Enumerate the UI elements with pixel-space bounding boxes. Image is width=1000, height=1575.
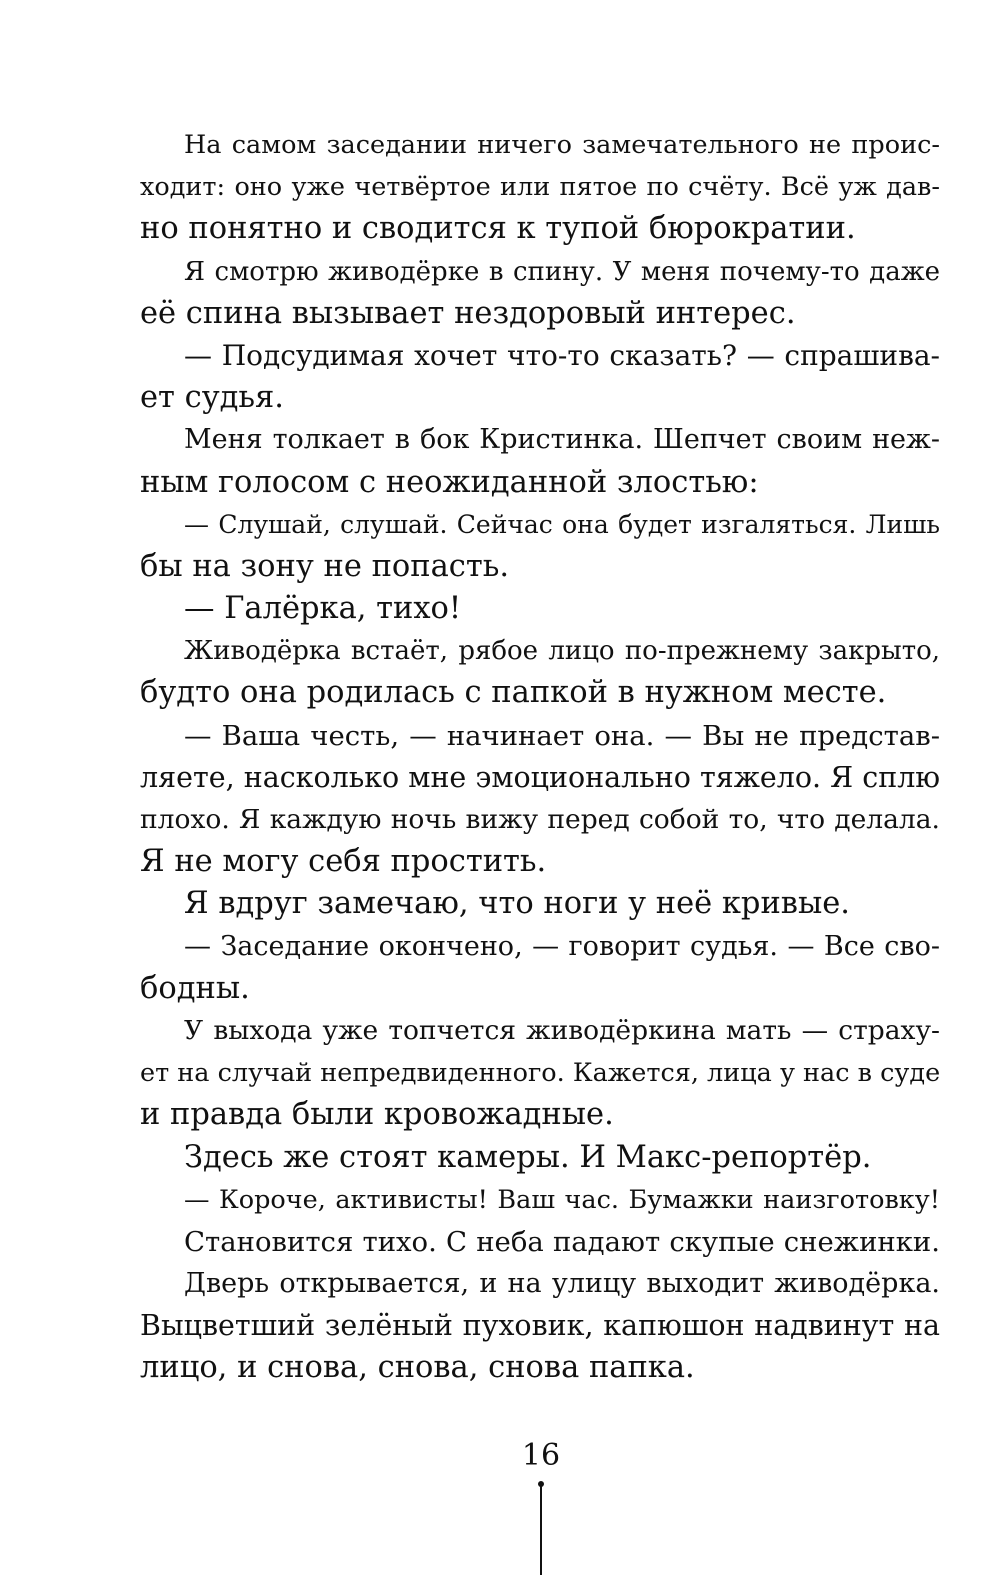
text-line: Выцветший зелёный пуховик, капюшон надвинут на	[140, 1309, 940, 1343]
text-line: Здесь же стоят камеры. И Макс-репортёр.	[184, 1139, 872, 1175]
text-line: ным голосом с неожиданной злостью:	[140, 464, 759, 500]
text-line: ет на случай непредвиденного. Кажется, лица у нас в суде	[140, 1058, 941, 1089]
text-line: — Короче, активисты! Ваш час. Бумажки наизготовку!	[184, 1184, 940, 1215]
text-line: Становится тихо. С неба падают скупые снежинки.	[184, 1225, 940, 1258]
text-line: будто она родилась с папкой в нужном месте.	[140, 675, 887, 711]
text-line: лицо, и снова, снова, снова папка.	[140, 1350, 695, 1386]
text-line: Меня толкает в бок Кристинка. Шепчет своим неж-	[184, 424, 940, 456]
text-line: На самом заседании ничего замечательного не проис-	[184, 130, 940, 160]
text-line: бы на зону не попасть.	[140, 548, 510, 584]
footer-rule	[540, 1484, 542, 1575]
page-number: 16	[521, 1438, 561, 1473]
text-line: — Галёрка, тихо!	[184, 591, 462, 627]
text-line: Я смотрю живодёрке в спину. У меня почему-то даже	[184, 256, 940, 287]
text-line: плохо. Я каждую ночь вижу перед собой то, что делала.	[140, 804, 940, 835]
text-line: ет судья.	[140, 380, 284, 416]
body-text	[140, 124, 940, 1390]
text-line: и правда были кровожадные.	[140, 1097, 614, 1133]
text-line: — Слушай, слушай. Сейчас она будет изгаляться. Лишь	[184, 509, 940, 539]
text-line: — Подсудимая хочет что-то сказать? — спрашива-	[184, 338, 940, 372]
text-line: но понятно и сводится к тупой бюрократии.	[140, 211, 856, 247]
text-line: Живодёрка встаёт, рябое лицо по-прежнему закрыто,	[184, 636, 940, 667]
text-line: — Заседание окончено, — говорит судья. — Все сво-	[184, 930, 940, 962]
text-line: её спина вызывает нездоровый интерес.	[140, 295, 796, 331]
text-line: ходит: оно уже четвёртое или пятое по счёту. Всё уж дав-	[140, 172, 940, 203]
text-line: Дверь открывается, и на улицу выходит живодёрка.	[184, 1268, 940, 1300]
text-line: Я не могу себя простить.	[140, 844, 547, 880]
text-line: бодны.	[140, 970, 250, 1006]
text-line: — Ваша честь, — начинает она. — Вы не представ-	[184, 719, 940, 752]
text-line: У выхода уже топчется живодёркина мать — страху-	[184, 1014, 940, 1046]
text-line: ляете, насколько мне эмоционально тяжело. Я сплю	[140, 760, 941, 794]
text-line: Я вдруг замечаю, что ноги у неё кривые.	[184, 886, 850, 922]
